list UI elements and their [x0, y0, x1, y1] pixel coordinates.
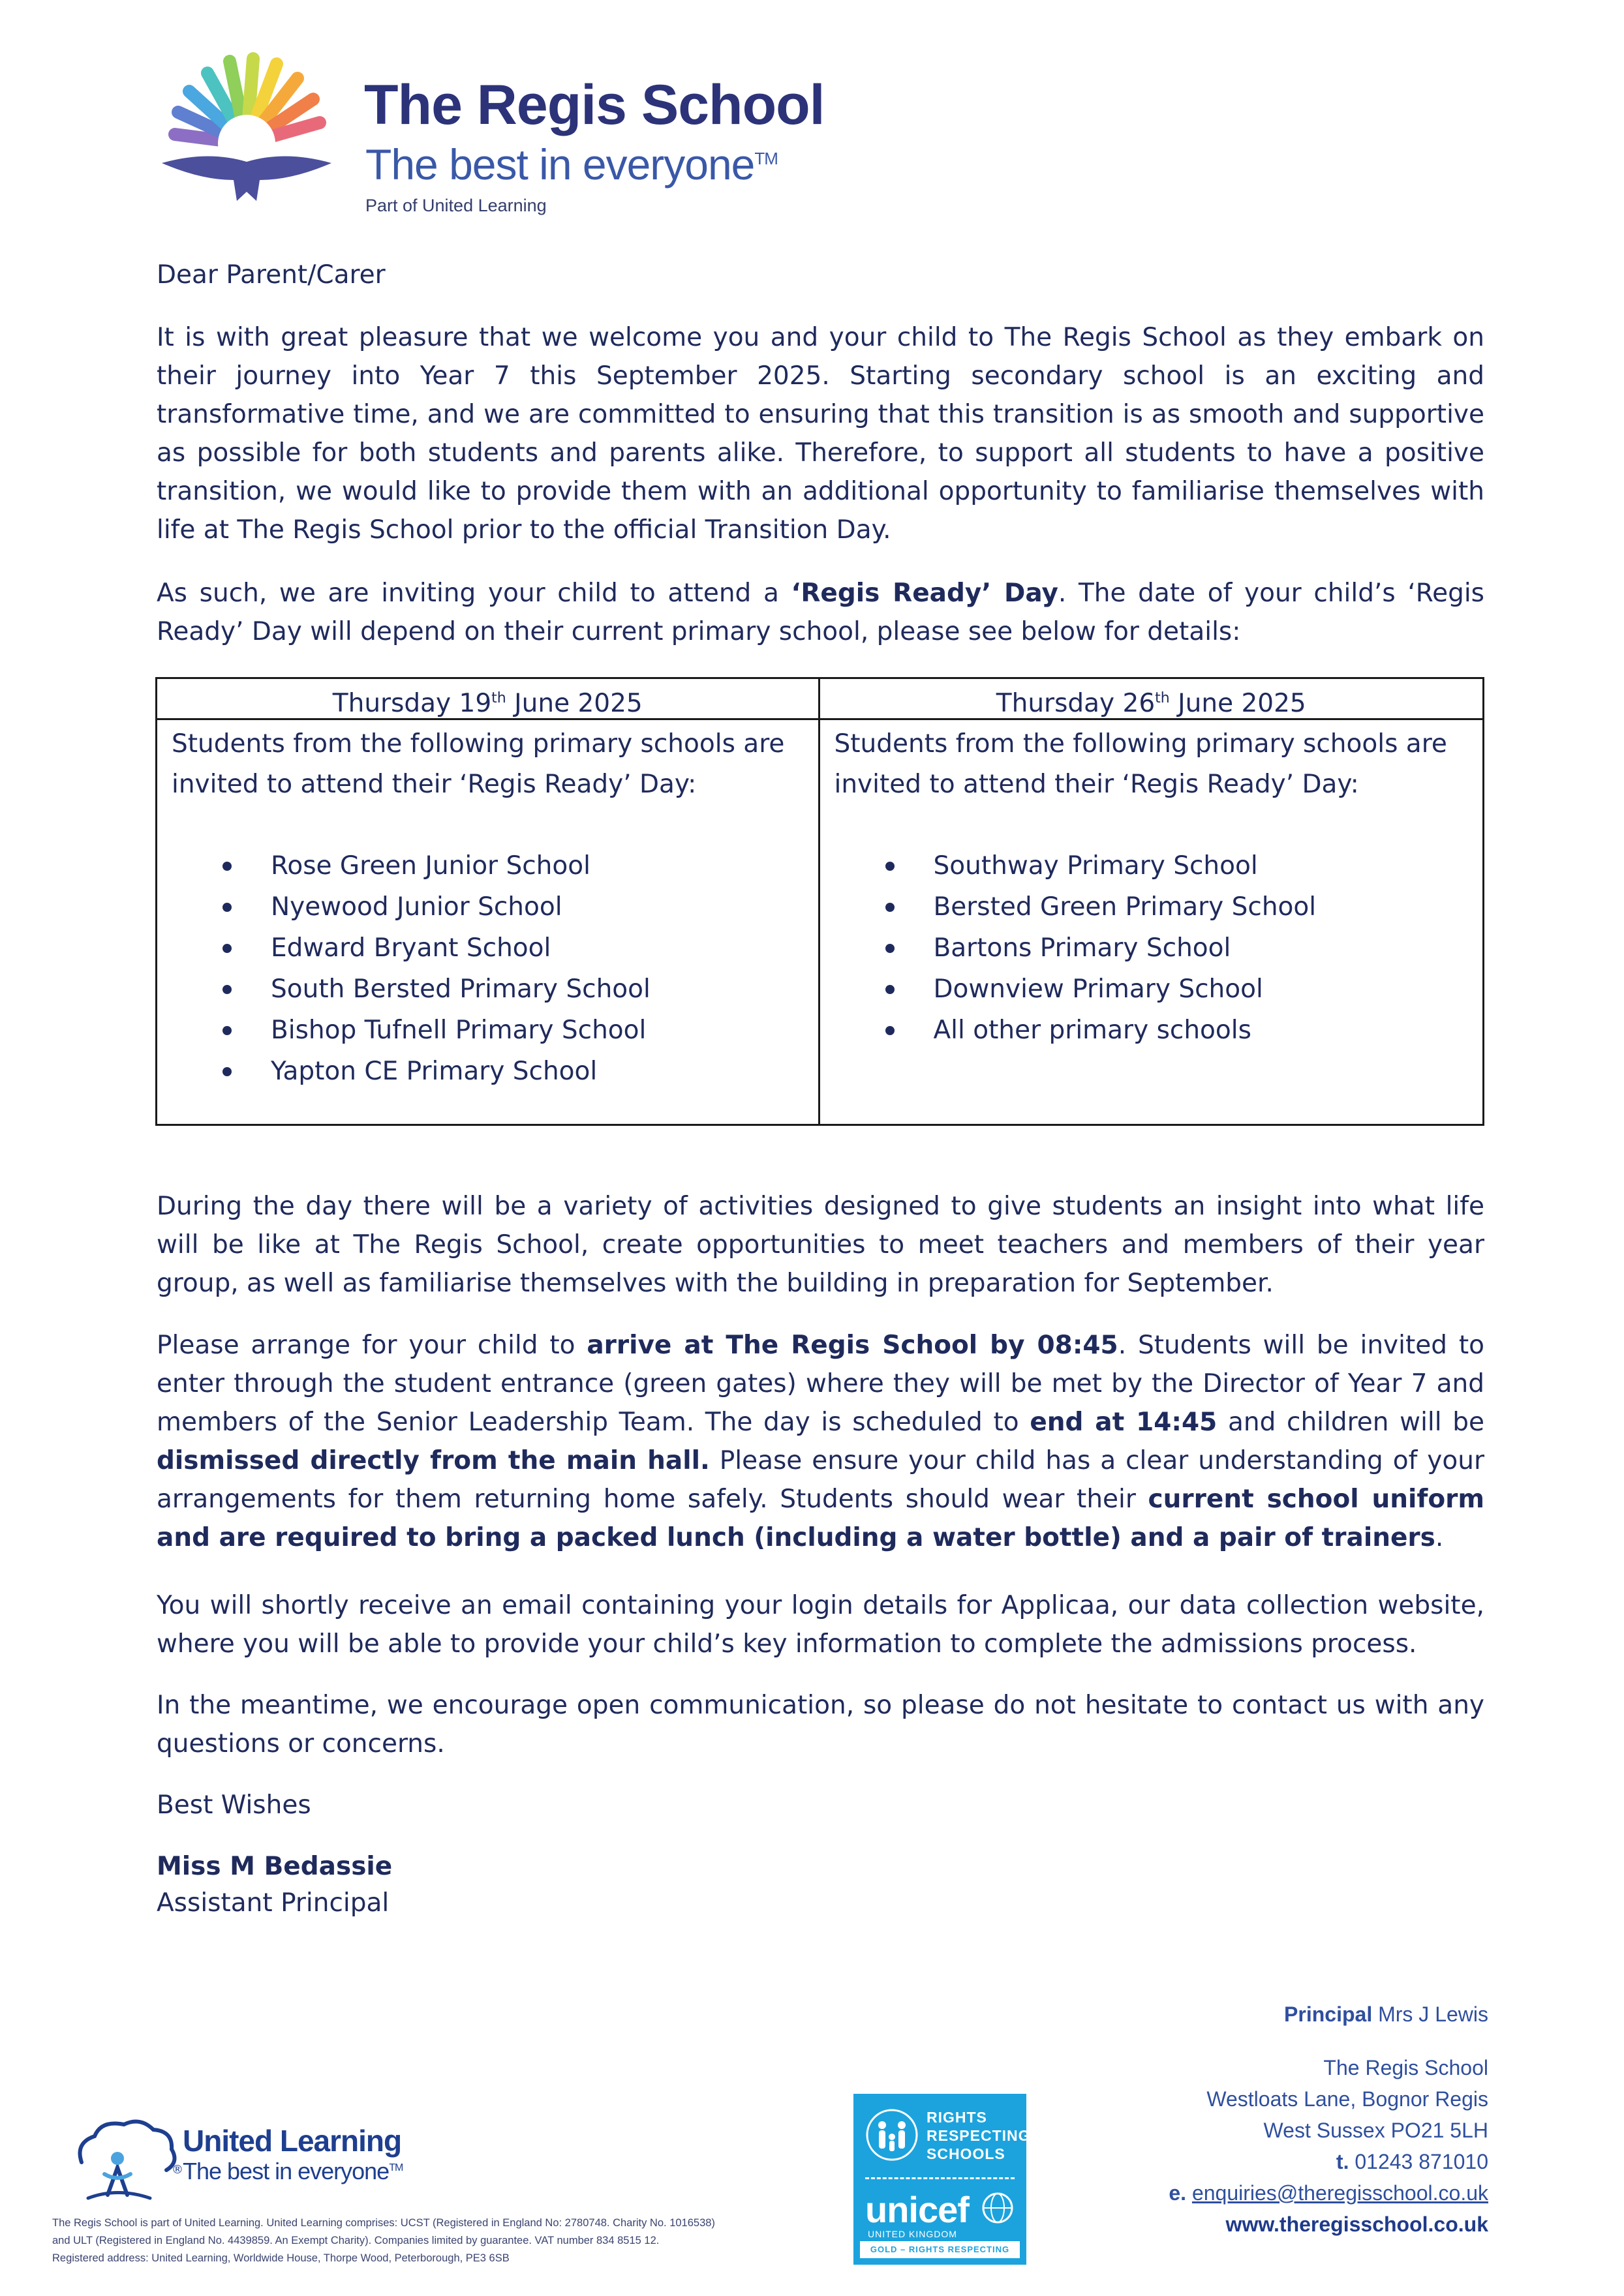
principal-line: Principal Mrs J Lewis: [1284, 2002, 1488, 2026]
email-line: e. enquiries@theregisschool.co.uk: [1169, 2181, 1488, 2205]
regis-ready-days-table: [155, 677, 1484, 1126]
signer-title: Assistant Principal: [157, 1888, 390, 1918]
gold-award-label: GOLD – RIGHTS RESPECTING: [860, 2241, 1020, 2258]
table-header-date: Thursday 26th June 2025: [820, 679, 1483, 720]
list-item: South Bersted Primary School: [172, 969, 804, 1010]
registered-mark: ®: [172, 2163, 183, 2177]
legal-notice: [52, 2214, 715, 2267]
table-header-date: Thursday 19th June 2025: [157, 679, 818, 720]
table-intro-text: Students from the following primary schools are invited to attend their ‘Regis Ready’ Day:: [172, 729, 785, 799]
address-line: West Sussex PO21 5LH: [1263, 2119, 1488, 2142]
school-list: [172, 845, 804, 1092]
part-of-united-learning: Part of United Learning: [365, 196, 547, 215]
paragraph-regis-ready: As such, we are inviting your child to attend a ‘Regis Ready’ Day. The date of your child’s ‘Regis Ready’ Day will depend on their current primary school, please see below for details:: [157, 579, 1484, 646]
list-item: Southway Primary School: [835, 845, 1469, 886]
list-item: Downview Primary School: [835, 969, 1469, 1010]
legal-line: The Regis School is part of United Learning. United Learning comprises: UCST (Registered in England No: 2780748. Charity No. 1016538): [52, 2217, 715, 2229]
regis-school-logo-icon: [149, 52, 345, 209]
school-tagline: The best in everyone™: [365, 140, 778, 189]
school-list: [835, 845, 1469, 1051]
paragraph-intro: It is with great pleasure that we welcome you and your child to The Regis School as they embark on their journey into Year 7 this September 2025. Starting secondary school is an exciting and transformative time, and we are committed to ensuring that this transition is as smooth and supportive as possible for both students and parents alike. Therefore, to support all students to have a positive transition, we would like to provide them with an additional opportunity to familiarise themselves with life at The Regis School prior to the official Transition Day.: [157, 323, 1484, 545]
paragraph-contact: In the meantime, we encourage open communication, so please do not hesitate to contact us with any questions or concerns.: [157, 1691, 1484, 1759]
list-item: Bartons Primary School: [835, 928, 1469, 969]
unicef-globe-icon: [981, 2192, 1014, 2224]
list-item: Bersted Green Primary School: [835, 886, 1469, 928]
school-name: The Regis School: [364, 74, 825, 136]
list-item: Nyewood Junior School: [172, 886, 804, 928]
signer-name: Miss M Bedassie: [157, 1852, 393, 1881]
unicef-wordmark: unicef: [865, 2189, 969, 2230]
address-line: Westloats Lane, Bognor Regis: [1206, 2087, 1488, 2111]
united-learning-tagline: The best in everyone™: [183, 2158, 403, 2184]
rights-respecting-schools-text: RIGHTS RESPECTING SCHOOLS: [927, 2109, 1031, 2162]
table-column-26-june: [820, 679, 1483, 1124]
united-learning-tree-icon: [69, 2117, 186, 2201]
paragraph-arrangements: Please arrange for your child to arrive at The Regis School by 08:45. Students will be invited to enter through the student entrance (green gates) where they will be met by the Director of Year 7 and members of the Senior Leadership Team. The day is scheduled to end at 14:45 and children will be dismissed directly from the main hall. Please ensure your child has a clear understanding of your arrangements for them returning home safely. Students should wear their current school uniform and are required to bring a packed lunch (including a water bottle) and a pair of trainers.: [157, 1331, 1485, 1552]
table-intro-text: Students from the following primary schools are invited to attend their ‘Regis Ready’ Day:: [834, 729, 1447, 799]
legal-line: Registered address: United Learning, Worldwide House, Thorpe Wood, Peterborough, PE3 6SB: [52, 2252, 510, 2264]
email-link[interactable]: enquiries@theregisschool.co.uk: [1191, 2181, 1488, 2205]
family-circle-icon: [864, 2106, 920, 2164]
paragraph-activities: During the day there will be a variety of activities designed to give students an insight into what life will be like at The Regis School, create opportunities to meet teachers and members of their year group, as well as familiarise themselves with the building in preparation for September.: [157, 1192, 1484, 1298]
signoff: Best Wishes: [157, 1790, 311, 1820]
list-item: Yapton CE Primary School: [172, 1051, 804, 1092]
unicef-rights-respecting-badge: [853, 2094, 1031, 2265]
telephone: t. 01243 871010: [1336, 2150, 1488, 2173]
school-address: [1169, 2052, 1488, 2240]
list-item: All other primary schools: [835, 1010, 1469, 1051]
address-line: The Regis School: [1323, 2056, 1488, 2079]
list-item: Rose Green Junior School: [172, 845, 804, 886]
list-item: Bishop Tufnell Primary School: [172, 1010, 804, 1051]
list-item: Edward Bryant School: [172, 928, 804, 969]
paragraph-applicaa: You will shortly receive an email containing your login details for Applicaa, our data collection website, where you will be able to provide your child’s key information to complete the admissions process.: [157, 1591, 1484, 1659]
salutation: Dear Parent/Carer: [157, 260, 386, 290]
website-link[interactable]: www.theregisschool.co.uk: [1225, 2213, 1488, 2236]
united-learning-name: United Learning: [183, 2124, 402, 2158]
table-column-19-june: [157, 679, 820, 1124]
unicef-country: UNITED KINGDOM: [868, 2229, 957, 2239]
legal-line: and ULT (Registered in England No. 4439859. An Exempt Charity). Companies limited by guarantee. VAT number 834 8515 12.: [52, 2235, 660, 2246]
